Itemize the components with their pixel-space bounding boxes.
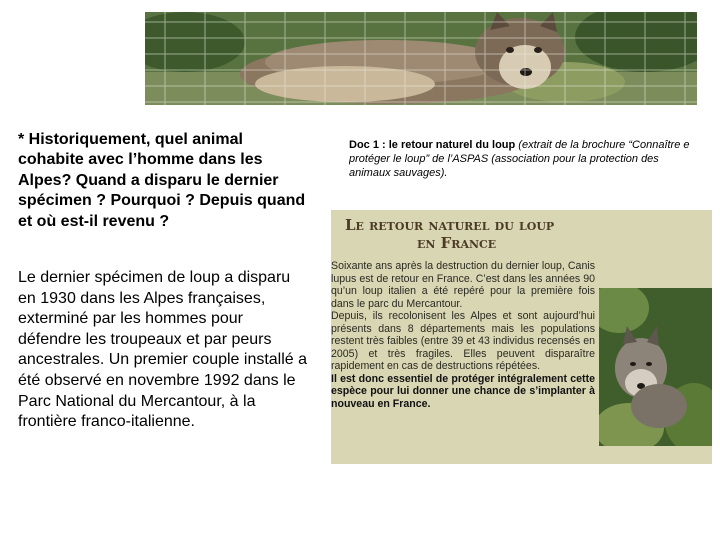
caption-reference-2: protéger le loup” de l’ASPAS (association pour la protection des [349, 153, 659, 165]
article-title-line-2: en France [417, 234, 497, 252]
article-title [345, 216, 554, 252]
document-caption [349, 138, 720, 180]
wolf-behind-fence-illustration [145, 12, 697, 105]
answer-text: Le dernier spécimen de loup a disparu en 1930 dans les Alpes françaises, exterminé par les hommes pour défendre les troupeaux et par peurs ancestrales. Un premier couple installé a été observé en novembre 1992 dans le Parc National du Mercantour, à la frontière franco-italienne. [18, 269, 308, 431]
article-scan [331, 210, 712, 464]
wolf-in-forest-photo [599, 288, 712, 446]
article-paragraph-1: Soixante ans après la destruction du dernier loup, Canis lupus est de retour en France. C’est dans les années 90 qu’un loup italien a été repéré pour la première fois dans le parc du Mercantour. [331, 260, 595, 310]
article-title-line-1: Le retour naturel du loup [345, 216, 555, 234]
article-body [331, 260, 595, 411]
wolf-banner-photo [145, 12, 697, 105]
caption-line-1 [349, 138, 720, 152]
wolf-in-forest-illustration [599, 288, 712, 446]
caption-reference-1: (extrait de la brochure “Connaître e [515, 139, 690, 151]
article-paragraph-2: Depuis, ils recolonisent les Alpes et sont aujourd’hui présents dans 8 départements mais les populations restent très faibles (entre 39 et 43 individus recensés en 2005) et très fragiles. Elles peuvent disparaître rapidement en cas de destructions répétées. [331, 310, 595, 373]
article-paragraph-3: Il est donc essentiel de protéger intégralement cette espèce pour lui donner une chance de s’implanter à nouveau en France. [331, 372, 595, 411]
caption-reference-3: animaux sauvages). [349, 167, 448, 179]
caption-label: Doc 1 : le retour naturel du loup [349, 139, 516, 151]
question-text: * Historiquement, quel animal cohabite avec l’homme dans les Alpes? Quand a disparu le dernier spécimen ? Pourquoi ? Depuis quand et où est-il revenu ? [18, 131, 306, 230]
